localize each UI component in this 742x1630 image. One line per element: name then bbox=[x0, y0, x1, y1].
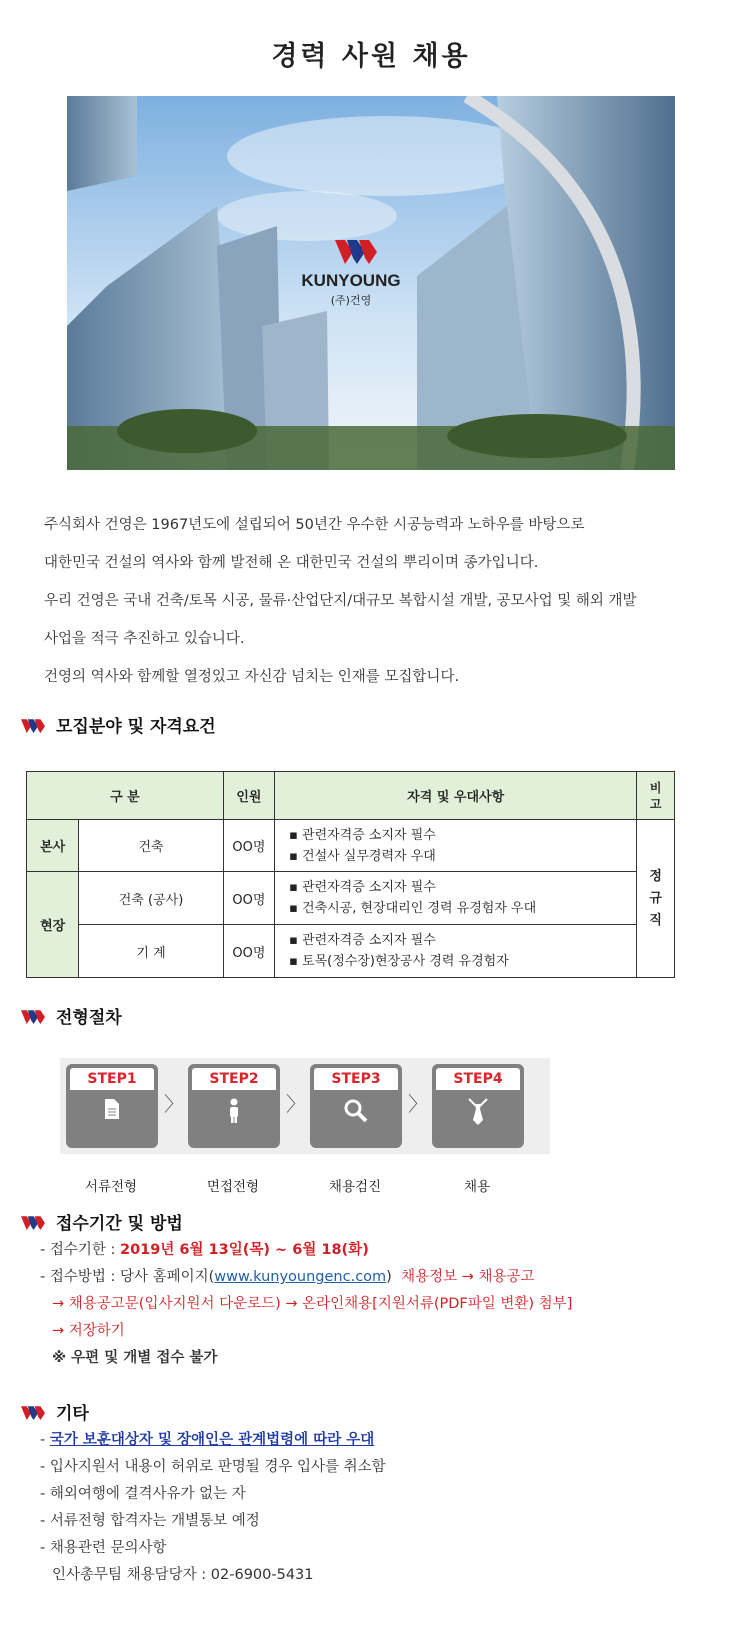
step-label: STEP1 bbox=[70, 1068, 154, 1090]
magnifier-icon bbox=[310, 1098, 402, 1128]
hero-brand-sub: (주)건영 bbox=[330, 294, 372, 307]
step-2-name: 면접전형 bbox=[206, 1179, 260, 1195]
apply-method-line bbox=[40, 1265, 535, 1286]
step-1-name: 서류전형 bbox=[84, 1179, 138, 1195]
chevron-right-icon: 〉 bbox=[408, 1092, 428, 1116]
header-count: 인원 bbox=[223, 772, 274, 820]
req-cell bbox=[275, 872, 637, 925]
step-4-name: 채용 bbox=[463, 1179, 491, 1195]
intro-line-3: 우리 건영은 국내 건축/토목 시공, 물류·산업단지/대규모 복합시설 개발, 공모사업 및 해외 개발 bbox=[44, 593, 637, 609]
step-1 bbox=[66, 1064, 158, 1148]
hero-image bbox=[67, 96, 675, 470]
intro-line-5: 건영의 역사와 함께할 열정있고 자신감 넘치는 인재를 모집합니다. bbox=[44, 669, 460, 685]
section-etc-heading bbox=[20, 1399, 89, 1424]
step-2 bbox=[188, 1064, 280, 1148]
table-row bbox=[27, 820, 675, 872]
kunyoung-bullet-icon bbox=[20, 1214, 46, 1230]
apply-path-2: → 채용공고문(입사지원서 다운로드) → 온라인채용[지원서류(PDF파일 변환) 첨부] bbox=[52, 1296, 573, 1312]
req-cell bbox=[275, 820, 637, 872]
recruit-table bbox=[26, 771, 675, 978]
step-label: STEP3 bbox=[314, 1068, 398, 1090]
apply-deadline-line bbox=[40, 1238, 369, 1259]
person-icon bbox=[188, 1098, 280, 1128]
req-cell bbox=[275, 925, 637, 978]
hero-brand: KUNYOUNG bbox=[301, 271, 401, 290]
field-cell: 건축 (공사) bbox=[79, 872, 223, 925]
req-item: ▪ 관련자격증 소지자 필수 bbox=[289, 933, 436, 948]
kunyoung-bullet-icon bbox=[20, 1008, 46, 1024]
apply-path-1: 채용정보 → 채용공고 bbox=[401, 1269, 535, 1285]
etc-item-4: - 서류전형 합격자는 개별통보 예정 bbox=[40, 1513, 260, 1529]
count-cell: OO명 bbox=[223, 820, 274, 872]
req-item: ▪ 건설사 실무경력자 우대 bbox=[289, 848, 436, 864]
etc-item-1 bbox=[40, 1428, 374, 1449]
document-icon bbox=[66, 1098, 158, 1124]
step-4 bbox=[432, 1064, 524, 1148]
method-suffix: ) bbox=[386, 1269, 392, 1285]
section-apply-heading bbox=[20, 1209, 183, 1234]
etc-item-5: - 채용관련 문의사항 bbox=[40, 1540, 167, 1556]
note-cell: 정 규 직 bbox=[637, 820, 675, 978]
header-note: 비 고 bbox=[637, 772, 675, 820]
deadline-value: 2019년 6월 13일(목) ~ 6월 18(화) bbox=[119, 1242, 369, 1258]
apply-notice: ※ 우편 및 개별 접수 불가 bbox=[52, 1350, 218, 1366]
page-title: 경력 사원 채용 bbox=[271, 41, 471, 72]
req-item: ▪ 관련자격증 소지자 필수 bbox=[289, 827, 436, 843]
etc-dash: - bbox=[40, 1432, 50, 1448]
intro-line-1: 주식회사 건영은 1967년도에 설립되어 50년간 우수한 시공능력과 노하우를 바탕으로 bbox=[44, 517, 585, 533]
section-etc-title: 기타 bbox=[56, 1404, 89, 1424]
req-item: ▪ 토목(정수장)현장공사 경력 유경험자 bbox=[289, 954, 509, 969]
header-req: 자격 및 우대사항 bbox=[275, 772, 637, 820]
homepage-link[interactable]: www.kunyoungenc.com bbox=[214, 1269, 387, 1285]
section-recruit-title: 모집분야 및 자격요건 bbox=[56, 717, 216, 737]
table-header-row bbox=[27, 772, 675, 820]
step-label: STEP2 bbox=[192, 1068, 276, 1090]
count-cell: OO명 bbox=[223, 872, 274, 925]
count-cell: OO명 bbox=[223, 925, 274, 978]
intro-line-2: 대한민국 건설의 역사와 함께 발전해 온 대한민국 건설의 뿌리이며 종가입니다. bbox=[44, 555, 539, 571]
etc-contact: 인사총무팀 채용담당자 : 02-6900-5431 bbox=[52, 1567, 314, 1583]
table-row bbox=[27, 872, 675, 925]
group-hq: 본사 bbox=[27, 820, 79, 872]
section-process-heading bbox=[20, 1003, 122, 1028]
kunyoung-bullet-icon bbox=[20, 717, 46, 733]
apply-path-3: → 저장하기 bbox=[52, 1323, 125, 1339]
deadline-label: - 접수기한 : bbox=[40, 1242, 120, 1258]
req-item: ▪ 건축시공, 현장대리인 경력 유경험자 우대 bbox=[289, 901, 537, 916]
intro-line-4: 사업을 적극 추진하고 있습니다. bbox=[44, 631, 245, 647]
section-process-title: 전형절차 bbox=[56, 1008, 122, 1028]
section-apply-title: 접수기간 및 방법 bbox=[56, 1214, 183, 1234]
field-cell: 건축 bbox=[79, 820, 223, 872]
header-category: 구 분 bbox=[27, 772, 224, 820]
etc-item-1-text: 국가 보훈대상자 및 장애인은 관계법령에 따라 우대 bbox=[49, 1432, 375, 1448]
field-cell: 기 계 bbox=[79, 925, 223, 978]
necktie-icon bbox=[432, 1098, 524, 1130]
kunyoung-bullet-icon bbox=[20, 1404, 46, 1420]
req-item: ▪ 관련자격증 소지자 필수 bbox=[289, 880, 436, 895]
group-site: 현장 bbox=[27, 872, 79, 978]
section-recruit-heading bbox=[20, 712, 216, 737]
hero-illustration bbox=[67, 96, 675, 470]
step-3 bbox=[310, 1064, 402, 1148]
step-3-name: 채용검진 bbox=[328, 1179, 382, 1195]
step-label: STEP4 bbox=[436, 1068, 520, 1090]
method-label: - 접수방법 : 당사 홈페이지( bbox=[40, 1269, 215, 1285]
chevron-right-icon: 〉 bbox=[286, 1092, 306, 1116]
etc-item-2: - 입사지원서 내용이 허위로 판명될 경우 입사를 취소함 bbox=[40, 1459, 386, 1475]
table-row bbox=[27, 925, 675, 978]
chevron-right-icon: 〉 bbox=[164, 1092, 184, 1116]
etc-item-3: - 해외여행에 결격사유가 없는 자 bbox=[40, 1486, 246, 1502]
process-steps bbox=[60, 1058, 550, 1154]
